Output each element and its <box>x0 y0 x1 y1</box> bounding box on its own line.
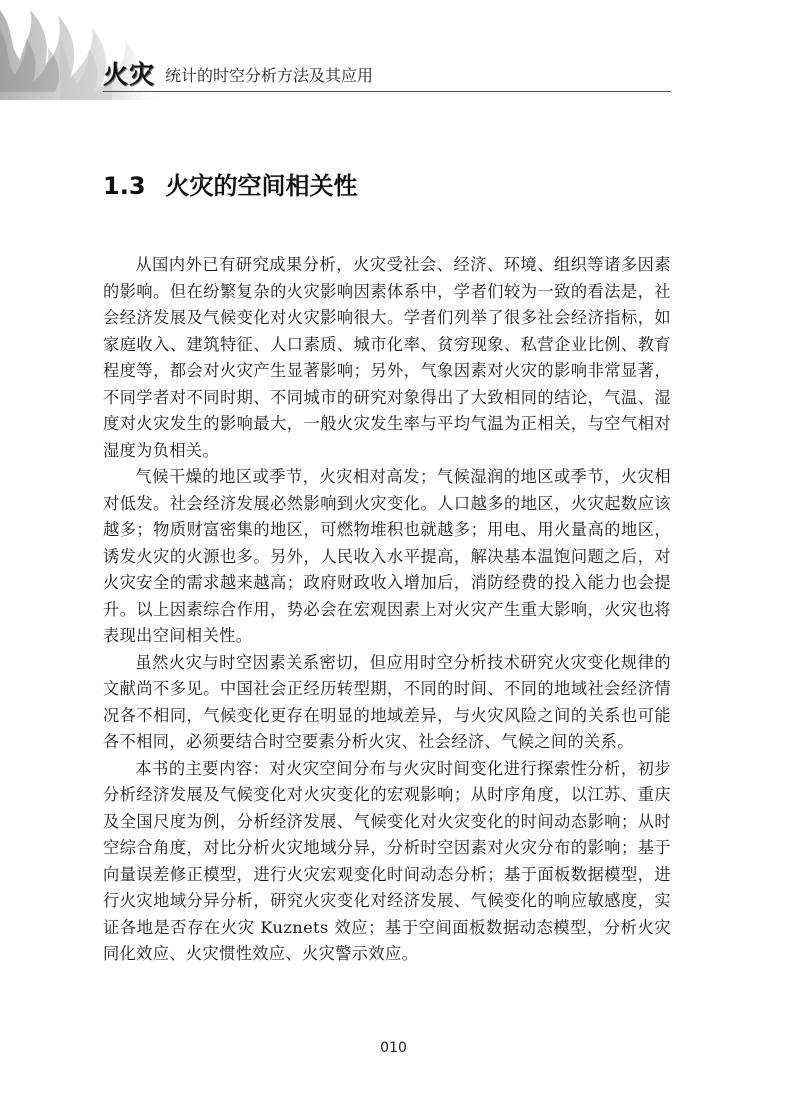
paragraph: 从国内外已有研究成果分析，火灾受社会、经济、环境、组织等诸多因素的影响。但在纷繁复杂的火灾影响因素体系中，学者们较为一致的看法是，社会经济发展及气候变化对火灾影响很大。学者们列举了很多社会经济指标，如家庭收入、建筑特征、人口素质、城市化率、贫穷现象、私营企业比例、教育程度等，都会对火灾产生显著影响；另外，气象因素对火灾的影响非常显著，不同学者对不同时期、不同城市的研究对象得出了大致相同的结论，气温、湿度对火灾发生的影响最大，一般火灾发生率与平均气温为正相关，与空气相对湿度为负相关。 <box>103 255 671 460</box>
paragraph: 本书的主要内容：对火灾空间分布与火灾时间变化进行探索性分析，初步分析经济发展及气候变化对火灾变化的宏观影响；从时序角度，以江苏、重庆及全国尺度为例，分析经济发展、气候变化对火灾变化的时间动态影响；从时空综合角度，对比分析火灾地域分异，分析时空因素对火灾分布的影响；基于向量误差修正模型，进行火灾宏观变化时间动态分析；基于面板数据模型，进行火灾地域分异分析，研究火灾变化对经济发展、气候变化的响应敏感度，实证各地是否存在火灾 Kuznets 效应；基于空间面板数据动态模型，分析火灾同化效应、火灾惯性效应、火灾警示效应。 <box>103 758 671 963</box>
running-header <box>103 54 671 90</box>
body-text <box>103 252 671 968</box>
section-heading <box>103 168 358 204</box>
book-subtitle: 统计的时空分析方法及其应用 <box>165 66 374 85</box>
section-number: 1.3 <box>103 172 146 200</box>
paragraph: 气候干燥的地区或季节，火灾相对高发；气候湿润的地区或季节，火灾相对低发。社会经济发展必然影响到火灾变化。人口越多的地区，火灾起数应该越多；物质财富密集的地区，可燃物堆积也就越多；用电、用火量高的地区，诱发火灾的火源也多。另外，人民收入水平提高，解决基本温饱问题之后，对火灾安全的需求越来越高；政府财政收入增加后，消防经费的投入能力也会提升。以上因素综合作用，势必会在宏观因素上对火灾产生重大影响，火灾也将表现出空间相关性。 <box>103 467 671 645</box>
page-number: 010 <box>380 1040 407 1056</box>
book-title-mark: 火灾 <box>103 60 156 89</box>
section-title: 火灾的空间相关性 <box>165 172 358 200</box>
paragraph: 虽然火灾与时空因素关系密切，但应用时空分析技术研究火灾变化规律的文献尚不多见。中国社会正经历转型期，不同的时间、不同的地域社会经济情况各不相同，气候变化更存在明显的地域差异，与火灾风险之间的关系也可能各不相同，必须要结合时空要素分析火灾、社会经济、气候之间的关系。 <box>103 652 671 751</box>
header-rule <box>103 91 671 92</box>
